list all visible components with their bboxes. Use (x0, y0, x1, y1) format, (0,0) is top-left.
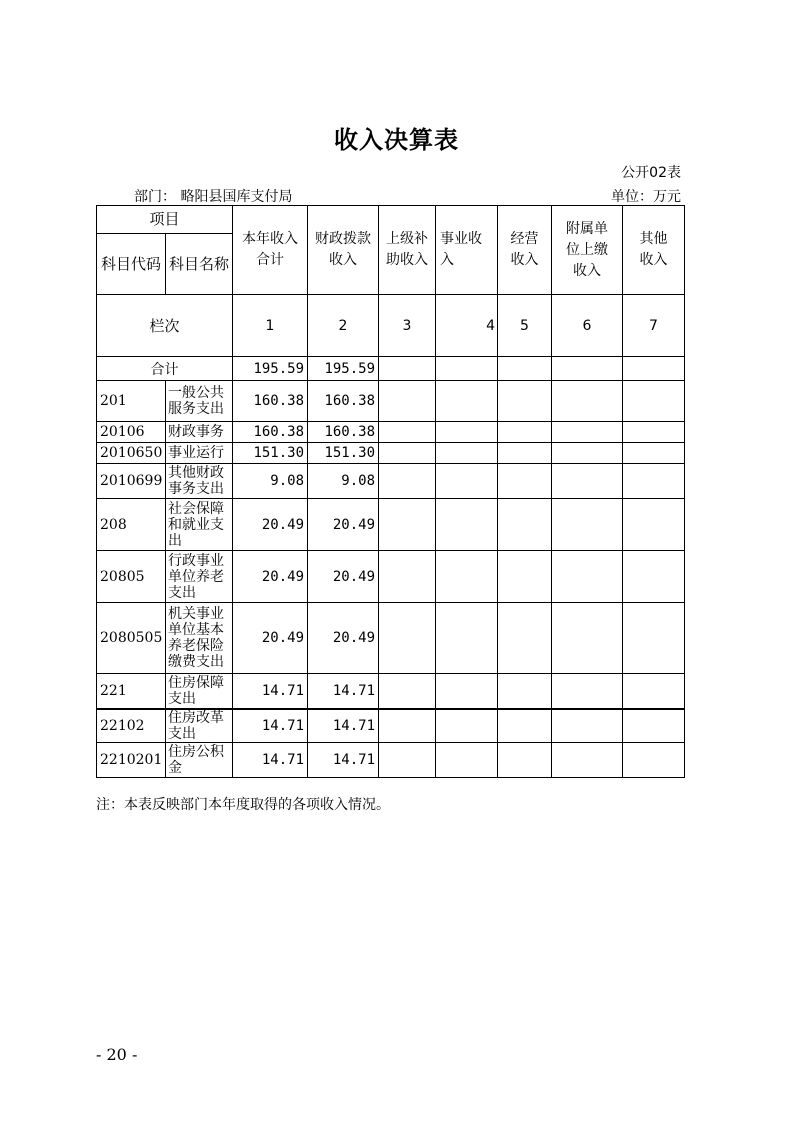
row-col2: 151.30 (308, 443, 379, 464)
header-col3: 上级补助收入 (379, 206, 436, 295)
row-col4 (436, 443, 498, 464)
row-col5 (498, 422, 552, 443)
header-code: 科目代码 (97, 234, 166, 295)
row-code: 2010650 (97, 443, 166, 464)
row-col4 (436, 603, 498, 674)
column-number-2: 2 (308, 295, 379, 357)
row-col3 (379, 674, 436, 709)
row-col5 (498, 603, 552, 674)
row-col6 (552, 709, 623, 743)
row-col6 (552, 381, 623, 422)
header-col2: 财政拨款收入 (308, 206, 379, 295)
total-label: 合计 (97, 357, 233, 381)
row-col5 (498, 551, 552, 603)
row-col3 (379, 709, 436, 743)
row-col3 (379, 381, 436, 422)
row-col1: 9.08 (233, 464, 308, 499)
column-number-4: 4 (436, 295, 498, 357)
row-name: 住房保障支出 (166, 674, 233, 709)
row-name: 机关事业单位基本养老保险缴费支出 (166, 603, 233, 674)
row-col7 (623, 499, 685, 551)
table-row (97, 603, 685, 674)
column-number-row (97, 295, 685, 357)
row-col1: 160.38 (233, 422, 308, 443)
table-row (97, 381, 685, 422)
row-name: 社会保障和就业支出 (166, 499, 233, 551)
table-row (97, 709, 685, 743)
row-col5 (498, 709, 552, 743)
row-col6 (552, 464, 623, 499)
row-name: 其他财政事务支出 (166, 464, 233, 499)
row-col7 (623, 551, 685, 603)
column-number-1: 1 (233, 295, 308, 357)
row-col1: 20.49 (233, 499, 308, 551)
header-name: 科目名称 (166, 234, 233, 295)
row-code: 2080505 (97, 603, 166, 674)
total-col1: 195.59 (233, 357, 308, 381)
row-col5 (498, 443, 552, 464)
row-col3 (379, 422, 436, 443)
row-col2: 160.38 (308, 422, 379, 443)
column-number-7: 7 (623, 295, 685, 357)
row-col7 (623, 443, 685, 464)
row-col2: 20.49 (308, 551, 379, 603)
row-name: 一般公共服务支出 (166, 381, 233, 422)
row-code: 22102 (97, 709, 166, 743)
row-col7 (623, 464, 685, 499)
row-code: 2010699 (97, 464, 166, 499)
row-col2: 14.71 (308, 674, 379, 709)
row-code: 2210201 (97, 742, 166, 777)
row-col2: 20.49 (308, 603, 379, 674)
income-final-accounts-table (96, 205, 685, 778)
column-number-3: 3 (379, 295, 436, 357)
row-col6 (552, 443, 623, 464)
row-col1: 160.38 (233, 381, 308, 422)
row-col6 (552, 422, 623, 443)
row-col3 (379, 551, 436, 603)
header-col7: 其他收入 (623, 206, 685, 295)
row-name: 住房公积金 (166, 742, 233, 777)
header-col4: 事业收入 (436, 206, 498, 295)
row-code: 20805 (97, 551, 166, 603)
row-code: 201 (97, 381, 166, 422)
table-row (97, 551, 685, 603)
row-col6 (552, 551, 623, 603)
header-row-1 (97, 206, 685, 234)
report-title: 收入决算表 (334, 126, 459, 154)
table-row (97, 499, 685, 551)
unit-label: 单位：万元 (611, 189, 681, 205)
table-row (97, 742, 685, 777)
row-col1: 14.71 (233, 742, 308, 777)
header-col5: 经营收入 (498, 206, 552, 295)
total-col5 (498, 357, 552, 381)
row-col4 (436, 381, 498, 422)
table-note: 注：本表反映部门本年度取得的各项收入情况。 (96, 797, 390, 813)
table-row (97, 443, 685, 464)
row-col5 (498, 381, 552, 422)
row-col1: 20.49 (233, 603, 308, 674)
row-col1: 14.71 (233, 709, 308, 743)
total-col6 (552, 357, 623, 381)
row-code: 208 (97, 499, 166, 551)
total-row (97, 357, 685, 381)
table-row (97, 674, 685, 709)
row-col2: 14.71 (308, 709, 379, 743)
total-col4 (436, 357, 498, 381)
row-col4 (436, 464, 498, 499)
row-col1: 20.49 (233, 551, 308, 603)
row-col7 (623, 709, 685, 743)
row-name: 行政事业单位养老支出 (166, 551, 233, 603)
page-number: - 20 - (96, 1045, 138, 1064)
row-col2: 160.38 (308, 381, 379, 422)
row-col2: 20.49 (308, 499, 379, 551)
row-col5 (498, 464, 552, 499)
header-col6: 附属单位上缴收入 (552, 206, 623, 295)
total-col2: 195.59 (308, 357, 379, 381)
row-col6 (552, 674, 623, 709)
row-col4 (436, 551, 498, 603)
row-col4 (436, 422, 498, 443)
row-col4 (436, 499, 498, 551)
column-number-label: 栏次 (97, 295, 233, 357)
row-name: 财政事务 (166, 422, 233, 443)
row-col1: 151.30 (233, 443, 308, 464)
row-col3 (379, 464, 436, 499)
row-code: 20106 (97, 422, 166, 443)
row-col4 (436, 674, 498, 709)
row-col3 (379, 499, 436, 551)
row-col2: 14.71 (308, 742, 379, 777)
row-col7 (623, 674, 685, 709)
row-col7 (623, 422, 685, 443)
row-code: 221 (97, 674, 166, 709)
row-name: 住房改革支出 (166, 709, 233, 743)
row-col6 (552, 742, 623, 777)
header-col1: 本年收入合计 (233, 206, 308, 295)
row-col6 (552, 603, 623, 674)
column-number-6: 6 (552, 295, 623, 357)
row-name: 事业运行 (166, 443, 233, 464)
row-col5 (498, 674, 552, 709)
row-col6 (552, 499, 623, 551)
total-col3 (379, 357, 436, 381)
row-col3 (379, 443, 436, 464)
row-col7 (623, 603, 685, 674)
header-item: 项目 (97, 206, 233, 234)
row-col7 (623, 742, 685, 777)
row-col1: 14.71 (233, 674, 308, 709)
department-label: 部门： 略阳县国库支付局 (134, 189, 293, 205)
row-col2: 9.08 (308, 464, 379, 499)
table-row (97, 464, 685, 499)
row-col5 (498, 499, 552, 551)
row-col3 (379, 603, 436, 674)
total-col7 (623, 357, 685, 381)
row-col4 (436, 709, 498, 743)
form-number: 公开02表 (621, 165, 681, 181)
column-number-5: 5 (498, 295, 552, 357)
row-col7 (623, 381, 685, 422)
row-col4 (436, 742, 498, 777)
row-col5 (498, 742, 552, 777)
table-row (97, 422, 685, 443)
row-col3 (379, 742, 436, 777)
